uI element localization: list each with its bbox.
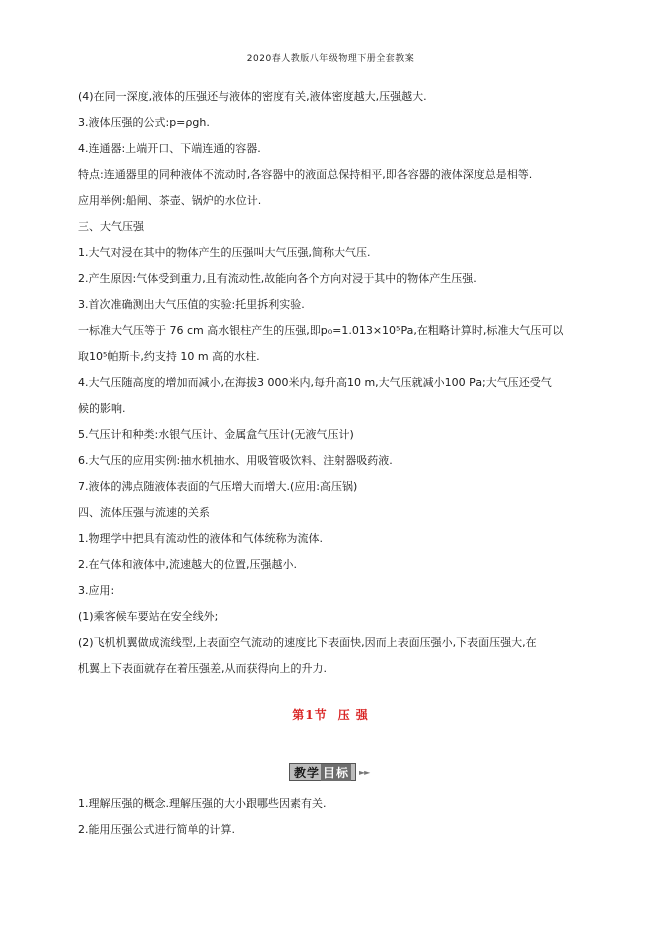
section-name: 压 强	[337, 708, 369, 722]
text-line: 3.应用:	[78, 584, 115, 597]
text-line: 3.液体压强的公式:p=ρgh.	[78, 116, 210, 129]
double-arrow-icon: ►►	[359, 767, 370, 777]
text-line: 取10⁵帕斯卡,约支持 10 m 高的水柱.	[78, 350, 260, 363]
text-line: 5.气压计和种类:水银气压计、金属盒气压计(无液气压计)	[78, 428, 354, 441]
text-line: 机翼上下表面就存在着压强差,从而获得向上的升力.	[78, 662, 327, 675]
text-line: 1.大气对浸在其中的物体产生的压强叫大气压强,简称大气压.	[78, 246, 371, 259]
text-line: 特点:连通器里的同种液体不流动时,各容器中的液面总保持相平,即各容器的液体深度总是相等.	[78, 168, 533, 181]
text-line: (1)乘客候车要站在安全线外;	[78, 610, 219, 623]
teaching-goals-banner	[289, 763, 369, 781]
text-line: 2.在气体和液体中,流速越大的位置,压强越小.	[78, 558, 297, 571]
text-line: 1.物理学中把具有流动性的液体和气体统称为流体.	[78, 532, 323, 545]
text-line: 应用举例:船闸、茶壶、锅炉的水位计.	[78, 194, 262, 207]
text-line: (2)飞机机翼做成流线型,上表面空气流动的速度比下表面快,因而上表面压强小,下表面压强大,在	[78, 636, 537, 649]
banner-part-1: 教学	[294, 765, 321, 780]
running-header: 2020春人教版八年级物理下册全套教案	[246, 54, 415, 64]
text-line: 6.大气压的应用实例:抽水机抽水、用吸管吸饮料、注射器吸药液.	[78, 454, 393, 467]
section-number: 第1节	[292, 708, 328, 722]
text-line: 2.产生原因:气体受到重力,且有流动性,故能向各个方向对浸于其中的物体产生压强.	[78, 272, 477, 285]
objective-item: 2.能用压强公式进行简单的计算.	[78, 823, 235, 836]
text-line: 候的影响.	[78, 402, 126, 415]
text-line: 4.大气压随高度的增加而减小,在海拔3 000米内,每升高10 m,大气压就减小100 Pa;大气压还受气	[78, 376, 552, 389]
text-line: (4)在同一深度,液体的压强还与液体的密度有关,液体密度越大,压强越大.	[78, 90, 427, 103]
section-title	[0, 706, 661, 723]
banner-part-2: 目标	[323, 765, 350, 780]
text-line: 7.液体的沸点随液体表面的气压增大而增大.(应用:高压锅)	[78, 480, 358, 493]
heading-line: 四、流体压强与流速的关系	[78, 506, 210, 519]
text-line: 3.首次准确测出大气压值的实验:托里拆利实验.	[78, 298, 305, 311]
banner-label	[289, 763, 356, 781]
text-line: 一标准大气压等于 76 cm 高水银柱产生的压强,即p₀=1.013×10⁵Pa,在粗略计算时,标准大气压可以	[78, 324, 564, 337]
heading-line: 三、大气压强	[78, 220, 144, 233]
objectives-list	[78, 791, 598, 843]
body-text	[78, 84, 598, 682]
objective-item: 1.理解压强的概念.理解压强的大小跟哪些因素有关.	[78, 797, 327, 810]
text-line: 4.连通器:上端开口、下端连通的容器.	[78, 142, 261, 155]
